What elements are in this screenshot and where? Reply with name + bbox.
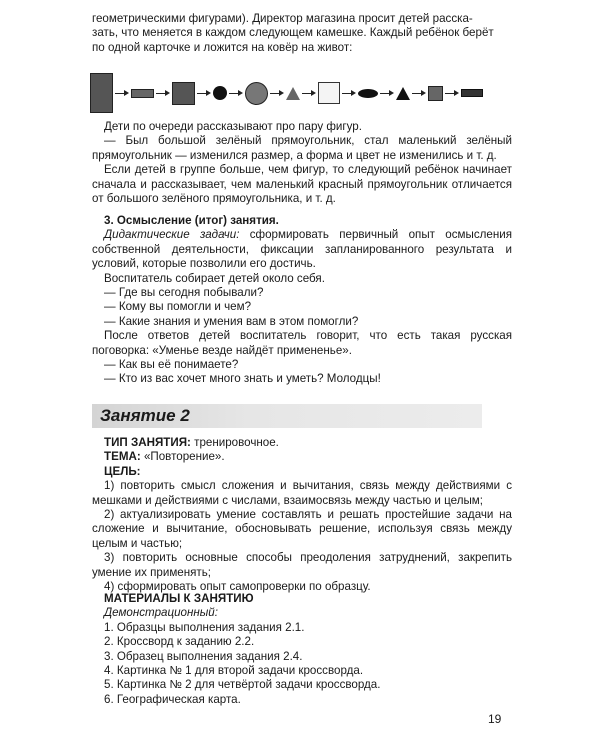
text-line: — Какие знания и умения вам в этом помогли? <box>104 314 359 328</box>
goal-item: 2) актуализировать умение составлять и решать простейшие задачи на сложение и вычитание, обосновывать решение, используя связь между целым и частью; <box>92 508 512 550</box>
large-circle-shape <box>245 82 268 105</box>
arrow-icon <box>445 90 459 96</box>
arrow-icon <box>270 90 284 96</box>
text-line: — Кому вы помогли и чем? <box>104 300 252 314</box>
triangle-shape <box>286 87 300 100</box>
arrow-icon <box>229 90 243 96</box>
section-3 <box>92 214 512 387</box>
arrow-icon <box>197 90 211 96</box>
goal-item: 4) сформировать опыт самопроверки по образцу. <box>104 580 371 594</box>
materials-heading: МАТЕРИАЛЫ К ЗАНЯТИЮ <box>104 592 254 605</box>
goal-label: ЦЕЛЬ: <box>104 464 141 478</box>
material-item: 4. Картинка № 1 для второй задачи кроссворда. <box>104 664 364 678</box>
type-label: ТИП ЗАНЯТИЯ: <box>104 436 191 449</box>
lesson-info <box>92 436 512 594</box>
goal-text: сформировать первичный опыт осмысления собственной деятельности, фиксации запланированного результата и условий, которые позволили его достичь. <box>92 228 512 271</box>
text-line: — Как вы её понимаете? <box>104 358 239 372</box>
goal-item: 1) повторить смысл сложения и вычитания, связь между действиями с мешками и действиями с числами, взаимосвязь между частью и целым; <box>92 479 512 507</box>
materials-subheading: Демонстрационный: <box>104 606 218 620</box>
type-value: тренировочное. <box>190 436 279 449</box>
lesson-heading-bar <box>92 404 482 428</box>
arrow-icon <box>342 90 356 96</box>
text-paragraph: Если детей в группе больше, чем фигур, то следующий ребёнок начинает сначала и рассказывает, чем маленький красный прямоугольник отличается от большого зелёного прямоугольника, и т. д. <box>92 163 512 206</box>
discussion-paragraphs <box>92 120 512 206</box>
text-line: по одной карточке и ложится на ковёр на живот: <box>92 40 353 54</box>
goal-item: 3) повторить основные способы преодоления затруднений, закрепить умение их применять; <box>92 551 512 579</box>
text-line: — Где вы сегодня побывали? <box>104 286 264 300</box>
arrow-icon <box>380 90 394 96</box>
small-rectangle-shape <box>131 89 154 98</box>
shapes-sequence-figure <box>90 72 510 114</box>
black-triangle-shape <box>396 87 410 100</box>
white-square-shape <box>318 82 340 104</box>
intro-paragraph <box>92 12 512 55</box>
small-circle-shape <box>213 86 227 100</box>
goal-label: Дидактические задачи: <box>104 228 240 242</box>
ellipse-shape <box>358 89 378 98</box>
small-square-shape <box>428 86 443 101</box>
section-heading: 3. Осмысление (итог) занятия. <box>104 214 279 227</box>
arrow-icon <box>156 90 170 96</box>
material-item: 5. Картинка № 2 для четвёртой задачи кроссворда. <box>104 678 381 692</box>
text-line: зать, что меняется в каждом следующем камешке. Каждый ребёнок берёт <box>92 26 494 40</box>
arrow-icon <box>412 90 426 96</box>
material-item: 1. Образцы выполнения задания 2.1. <box>104 620 305 634</box>
text-line: — Кто из вас хочет много знать и уметь? Молодцы! <box>104 372 381 386</box>
material-item: 6. Географическая карта. <box>104 692 241 706</box>
theme-label: ТЕМА: <box>104 450 141 464</box>
large-rectangle-shape <box>90 73 113 113</box>
material-item: 3. Образец выполнения задания 2.4. <box>104 649 303 663</box>
text-paragraph: Дети по очереди рассказывают про пару фигур. <box>104 120 362 133</box>
text-line: Воспитатель собирает детей около себя. <box>104 271 325 285</box>
flat-rectangle-shape <box>461 89 483 97</box>
square-shape <box>172 82 195 105</box>
arrow-icon <box>302 90 316 96</box>
arrow-icon <box>115 90 129 96</box>
text-line: После ответов детей воспитатель говорит, что есть такая русская поговорка: «Уменье везде найдёт примененье». <box>92 329 512 357</box>
materials-section <box>92 592 512 707</box>
text-line: геометрическими фигурами). Директор магазина просит детей расска- <box>92 12 473 25</box>
material-item: 2. Кроссворд к заданию 2.2. <box>104 635 255 649</box>
page-number: 19 <box>488 712 502 726</box>
theme-value: «Повторение». <box>140 450 225 464</box>
text-paragraph: — Был большой зелёный прямоугольник, стал маленький зелёный прямоугольник — изменился размер, а форма и цвет не изменились и т. д. <box>92 134 512 162</box>
lesson-title: Занятие 2 <box>100 406 190 425</box>
